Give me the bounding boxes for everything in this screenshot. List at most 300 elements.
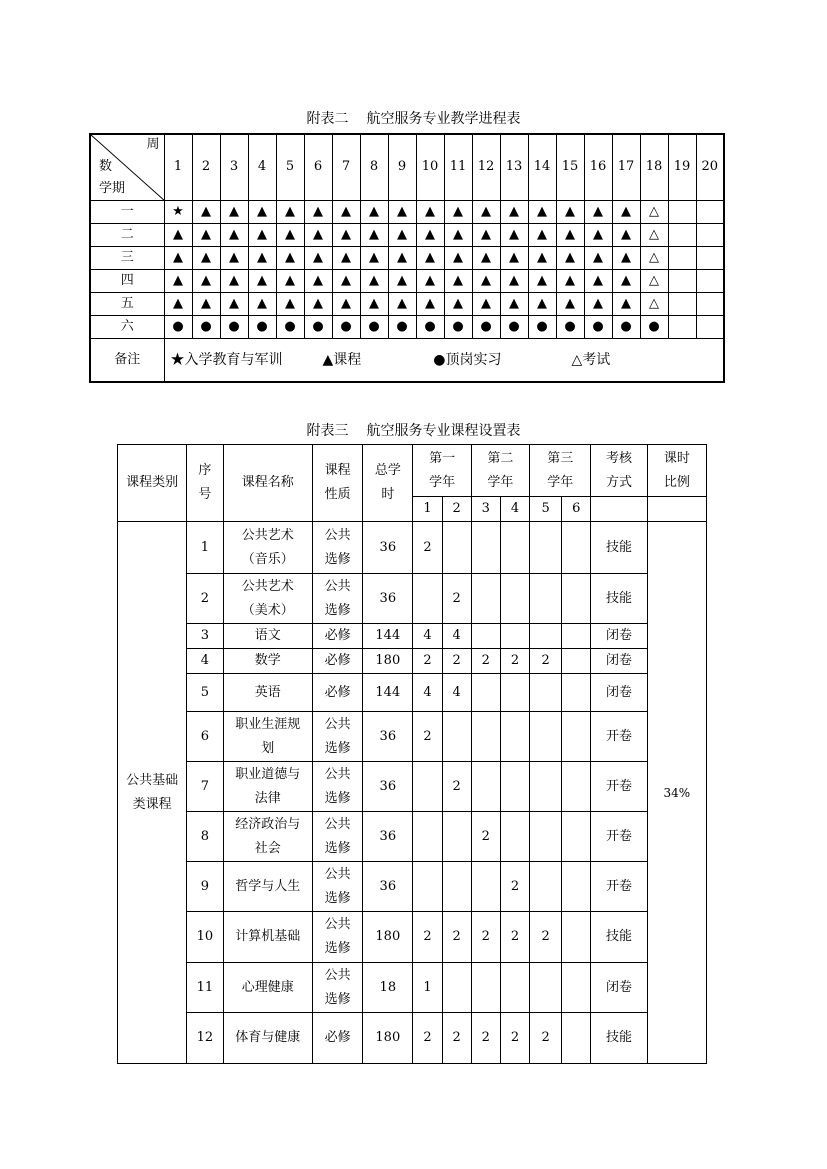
term-row bbox=[90, 200, 724, 223]
table3-caption-label: 附表三 bbox=[306, 423, 349, 439]
course-nature bbox=[312, 912, 362, 963]
term-hours: 1 bbox=[413, 963, 442, 1013]
schedule-cell: ▲ bbox=[612, 246, 640, 269]
term-hours bbox=[530, 963, 562, 1013]
week-number: 2 bbox=[192, 134, 220, 200]
schedule-cell: ★ bbox=[164, 200, 192, 223]
course-nature-text: 公共选修 bbox=[324, 716, 351, 756]
course-row bbox=[118, 1013, 707, 1064]
schedule-cell: ▲ bbox=[164, 292, 192, 315]
header-course-nature-text: 课程性质 bbox=[324, 463, 351, 502]
schedule-cell: ▲ bbox=[220, 292, 248, 315]
week-number: 7 bbox=[332, 134, 360, 200]
term-hours: 2 bbox=[471, 912, 500, 963]
term-hours: 4 bbox=[413, 674, 442, 712]
schedule-cell: ● bbox=[220, 315, 248, 338]
term-hours bbox=[562, 712, 591, 762]
schedule-cell bbox=[696, 223, 724, 246]
course-nature bbox=[312, 812, 362, 862]
term-hours bbox=[530, 674, 562, 712]
week-number: 17 bbox=[612, 134, 640, 200]
week-number: 5 bbox=[276, 134, 304, 200]
term-hours: 4 bbox=[413, 624, 442, 649]
course-name bbox=[223, 963, 312, 1013]
term-hours bbox=[471, 762, 500, 812]
course-nature-text: 必修 bbox=[324, 684, 351, 700]
exam-method: 开卷 bbox=[591, 762, 647, 812]
schedule-cell: ▲ bbox=[332, 292, 360, 315]
term-hours bbox=[413, 862, 442, 912]
term-hours bbox=[471, 963, 500, 1013]
schedule-cell: ▲ bbox=[528, 223, 556, 246]
term-hours bbox=[530, 522, 562, 574]
course-name-text: 公共艺术（音乐） bbox=[241, 527, 294, 567]
course-nature bbox=[312, 1013, 362, 1064]
schedule-cell: ▲ bbox=[248, 246, 276, 269]
schedule-cell: ▲ bbox=[248, 292, 276, 315]
legend-cell bbox=[164, 338, 724, 382]
diagonal-header-cell bbox=[90, 134, 164, 200]
hours-ratio: 34% bbox=[647, 522, 706, 1064]
term-hours: 2 bbox=[413, 1013, 442, 1064]
term-label: 一 bbox=[90, 200, 164, 223]
course-row bbox=[118, 862, 707, 912]
legend bbox=[165, 339, 724, 381]
header-exam-method-text: 考核方式 bbox=[605, 450, 632, 490]
schedule-cell: ▲ bbox=[584, 292, 612, 315]
course-name bbox=[223, 574, 312, 624]
notes-row bbox=[90, 338, 724, 382]
exam-method: 闭卷 bbox=[591, 963, 647, 1013]
term-hours bbox=[562, 674, 591, 712]
schedule-cell: ▲ bbox=[472, 292, 500, 315]
schedule-cell bbox=[668, 269, 696, 292]
week-number: 20 bbox=[696, 134, 724, 200]
term-row bbox=[90, 246, 724, 269]
term-label: 五 bbox=[90, 292, 164, 315]
week-number: 13 bbox=[500, 134, 528, 200]
course-nature bbox=[312, 522, 362, 574]
schedule-cell bbox=[668, 315, 696, 338]
schedule-cell: ▲ bbox=[612, 200, 640, 223]
course-number: 3 bbox=[187, 624, 223, 649]
term-hours: 2 bbox=[500, 912, 529, 963]
term-hours bbox=[471, 522, 500, 574]
term-hours bbox=[500, 674, 529, 712]
schedule-cell bbox=[668, 223, 696, 246]
course-hours: 36 bbox=[363, 862, 413, 912]
course-name bbox=[223, 762, 312, 812]
term-hours: 2 bbox=[442, 912, 471, 963]
term-hours bbox=[413, 762, 442, 812]
header-empty-cell bbox=[647, 497, 706, 522]
schedule-cell: ▲ bbox=[528, 200, 556, 223]
schedule-cell: ▲ bbox=[220, 223, 248, 246]
schedule-cell: ▲ bbox=[416, 200, 444, 223]
schedule-cell: ▲ bbox=[500, 269, 528, 292]
header-exam-method bbox=[591, 445, 647, 497]
term-row bbox=[90, 223, 724, 246]
course-number: 1 bbox=[187, 522, 223, 574]
schedule-cell: ▲ bbox=[444, 292, 472, 315]
schedule-cell: ▲ bbox=[248, 269, 276, 292]
course-hours: 144 bbox=[363, 624, 413, 649]
schedule-cell: ● bbox=[500, 315, 528, 338]
header-course-name-text: 课程名称 bbox=[241, 475, 294, 490]
header-term: 4 bbox=[500, 497, 529, 522]
week-header-row bbox=[90, 134, 724, 200]
schedule-cell: ▲ bbox=[416, 223, 444, 246]
course-hours: 180 bbox=[363, 912, 413, 963]
header-term: 2 bbox=[442, 497, 471, 522]
term-hours bbox=[530, 862, 562, 912]
course-hours: 36 bbox=[363, 712, 413, 762]
course-name bbox=[223, 862, 312, 912]
course-number: 4 bbox=[187, 649, 223, 674]
schedule-cell: ▲ bbox=[444, 200, 472, 223]
course-number: 6 bbox=[187, 712, 223, 762]
schedule-cell: ▲ bbox=[164, 223, 192, 246]
legend-item: △考试 bbox=[571, 351, 611, 368]
exam-method: 技能 bbox=[591, 574, 647, 624]
schedule-cell: ▲ bbox=[500, 246, 528, 269]
term-hours bbox=[530, 624, 562, 649]
schedule-cell: ▲ bbox=[332, 269, 360, 292]
schedule-cell: ▲ bbox=[472, 223, 500, 246]
term-hours: 2 bbox=[530, 649, 562, 674]
header-hours-ratio bbox=[647, 445, 706, 497]
schedule-cell: ▲ bbox=[556, 269, 584, 292]
course-name-text: 公共艺术（美术） bbox=[241, 578, 294, 618]
week-number: 14 bbox=[528, 134, 556, 200]
course-name bbox=[223, 649, 312, 674]
term-hours bbox=[500, 812, 529, 862]
header-year-3-text: 第三学年 bbox=[547, 450, 574, 490]
schedule-cell: ▲ bbox=[304, 292, 332, 315]
term-hours bbox=[471, 624, 500, 649]
header-year-3 bbox=[530, 445, 591, 497]
table3-caption-title: 航空服务专业课程设置表 bbox=[366, 423, 521, 439]
header-category bbox=[118, 445, 187, 522]
schedule-cell: ● bbox=[556, 315, 584, 338]
course-number: 10 bbox=[187, 912, 223, 963]
week-number: 1 bbox=[164, 134, 192, 200]
schedule-cell: ▲ bbox=[556, 292, 584, 315]
schedule-cell: ▲ bbox=[444, 223, 472, 246]
term-hours: 2 bbox=[530, 912, 562, 963]
week-number: 4 bbox=[248, 134, 276, 200]
legend-item: ●顶岗实习 bbox=[433, 351, 502, 368]
term-hours bbox=[471, 574, 500, 624]
schedule-cell: ▲ bbox=[388, 292, 416, 315]
term-hours bbox=[530, 712, 562, 762]
term-hours bbox=[442, 522, 471, 574]
week-number: 19 bbox=[668, 134, 696, 200]
course-name-text: 职业道德与法律 bbox=[235, 766, 301, 806]
schedule-cell: ▲ bbox=[556, 223, 584, 246]
course-nature-text: 公共选修 bbox=[324, 967, 351, 1007]
term-hours bbox=[530, 762, 562, 812]
schedule-cell: ● bbox=[304, 315, 332, 338]
term-hours: 2 bbox=[530, 1013, 562, 1064]
schedule-cell: ● bbox=[332, 315, 360, 338]
exam-method: 开卷 bbox=[591, 712, 647, 762]
course-hours: 18 bbox=[363, 963, 413, 1013]
schedule-cell: ● bbox=[472, 315, 500, 338]
schedule-cell bbox=[668, 200, 696, 223]
term-hours bbox=[442, 963, 471, 1013]
schedule-cell: ▲ bbox=[472, 200, 500, 223]
course-row bbox=[118, 522, 707, 574]
schedule-cell: ▲ bbox=[388, 246, 416, 269]
course-nature bbox=[312, 762, 362, 812]
schedule-cell: ● bbox=[360, 315, 388, 338]
header-number bbox=[187, 445, 223, 522]
course-nature-text: 公共选修 bbox=[324, 527, 351, 567]
schedule-cell: ▲ bbox=[276, 246, 304, 269]
course-setup-table bbox=[117, 444, 707, 1064]
term-hours bbox=[562, 862, 591, 912]
course-name bbox=[223, 674, 312, 712]
schedule-cell: ▲ bbox=[500, 292, 528, 315]
course-name bbox=[223, 1013, 312, 1064]
schedule-cell: ▲ bbox=[360, 200, 388, 223]
term-hours: 4 bbox=[442, 674, 471, 712]
term-hours bbox=[562, 574, 591, 624]
course-number: 2 bbox=[187, 574, 223, 624]
schedule-cell: ▲ bbox=[360, 246, 388, 269]
exam-method: 技能 bbox=[591, 1013, 647, 1064]
week-number: 15 bbox=[556, 134, 584, 200]
exam-method: 闭卷 bbox=[591, 624, 647, 649]
course-name bbox=[223, 522, 312, 574]
schedule-cell: △ bbox=[640, 200, 668, 223]
course-nature-text: 必修 bbox=[324, 628, 351, 643]
header-course-name bbox=[223, 445, 312, 522]
header-hours-ratio-text: 课时比例 bbox=[663, 450, 690, 490]
schedule-cell: ▲ bbox=[192, 269, 220, 292]
course-nature bbox=[312, 649, 362, 674]
schedule-cell bbox=[696, 292, 724, 315]
schedule-cell: ● bbox=[416, 315, 444, 338]
schedule-cell: ▲ bbox=[360, 223, 388, 246]
schedule-cell: ● bbox=[444, 315, 472, 338]
schedule-cell: ▲ bbox=[500, 200, 528, 223]
schedule-cell: ▲ bbox=[556, 200, 584, 223]
term-hours bbox=[500, 574, 529, 624]
term-label: 二 bbox=[90, 223, 164, 246]
schedule-cell: ▲ bbox=[276, 223, 304, 246]
schedule-cell: △ bbox=[640, 246, 668, 269]
schedule-cell: ▲ bbox=[612, 269, 640, 292]
schedule-cell: ▲ bbox=[332, 246, 360, 269]
schedule-cell: ▲ bbox=[500, 223, 528, 246]
schedule-cell: ▲ bbox=[304, 246, 332, 269]
course-hours: 36 bbox=[363, 522, 413, 574]
course-category bbox=[118, 522, 187, 1064]
term-label: 三 bbox=[90, 246, 164, 269]
course-name-text: 哲学与人生 bbox=[235, 878, 301, 894]
term-hours bbox=[471, 674, 500, 712]
term-hours bbox=[500, 762, 529, 812]
course-name-text: 职业生涯规划 bbox=[235, 716, 301, 756]
term-hours: 2 bbox=[413, 522, 442, 574]
term-hours bbox=[562, 1013, 591, 1064]
course-nature-text: 公共选修 bbox=[324, 766, 351, 806]
term-hours bbox=[562, 624, 591, 649]
course-name-text: 语文 bbox=[254, 628, 281, 643]
course-name bbox=[223, 624, 312, 649]
schedule-cell: ▲ bbox=[304, 269, 332, 292]
schedule-cell: ▲ bbox=[192, 200, 220, 223]
term-hours bbox=[562, 812, 591, 862]
schedule-cell bbox=[696, 246, 724, 269]
schedule-cell: ▲ bbox=[248, 200, 276, 223]
schedule-cell: ▲ bbox=[220, 246, 248, 269]
legend-item: ▲课程 bbox=[322, 351, 362, 368]
schedule-cell: ▲ bbox=[584, 223, 612, 246]
term-hours: 2 bbox=[471, 812, 500, 862]
course-row bbox=[118, 912, 707, 963]
schedule-cell: ▲ bbox=[444, 269, 472, 292]
course-name bbox=[223, 712, 312, 762]
header-empty-cell bbox=[591, 497, 647, 522]
term-hours: 2 bbox=[413, 649, 442, 674]
schedule-cell: ▲ bbox=[416, 269, 444, 292]
schedule-cell: ▲ bbox=[556, 246, 584, 269]
schedule-cell: ▲ bbox=[444, 246, 472, 269]
term-hours bbox=[530, 812, 562, 862]
term-hours bbox=[562, 522, 591, 574]
schedule-cell: ▲ bbox=[612, 223, 640, 246]
term-hours: 2 bbox=[442, 1013, 471, 1064]
header-total-hours bbox=[363, 445, 413, 522]
week-number: 10 bbox=[416, 134, 444, 200]
header-term: 6 bbox=[562, 497, 591, 522]
header-course-nature bbox=[312, 445, 362, 522]
term-hours bbox=[471, 712, 500, 762]
schedule-cell bbox=[668, 292, 696, 315]
notes-label: 备注 bbox=[90, 338, 164, 382]
course-nature bbox=[312, 712, 362, 762]
schedule-cell: ● bbox=[528, 315, 556, 338]
course-name-text: 数学 bbox=[254, 653, 281, 668]
schedule-cell: ● bbox=[248, 315, 276, 338]
table2-caption bbox=[0, 109, 827, 129]
week-corner-label: 周 bbox=[146, 137, 160, 152]
term-label: 四 bbox=[90, 269, 164, 292]
term-hours bbox=[562, 963, 591, 1013]
term-label: 六 bbox=[90, 315, 164, 338]
schedule-cell: ● bbox=[584, 315, 612, 338]
course-nature-text: 公共选修 bbox=[324, 816, 351, 856]
table2-caption-label: 附表二 bbox=[306, 111, 349, 127]
schedule-cell: ▲ bbox=[164, 246, 192, 269]
term-hours: 2 bbox=[442, 649, 471, 674]
schedule-cell: ▲ bbox=[248, 223, 276, 246]
schedule-cell: ▲ bbox=[584, 246, 612, 269]
schedule-cell: ▲ bbox=[388, 223, 416, 246]
schedule-cell: ▲ bbox=[416, 246, 444, 269]
course-number: 9 bbox=[187, 862, 223, 912]
schedule-cell bbox=[696, 315, 724, 338]
week-number: 11 bbox=[444, 134, 472, 200]
schedule-cell: ● bbox=[640, 315, 668, 338]
course-hours: 144 bbox=[363, 674, 413, 712]
course-nature-text: 公共选修 bbox=[324, 578, 351, 618]
schedule-cell: ▲ bbox=[472, 246, 500, 269]
schedule-cell: ▲ bbox=[528, 246, 556, 269]
term-hours: 2 bbox=[442, 762, 471, 812]
term-hours bbox=[500, 963, 529, 1013]
course-row bbox=[118, 762, 707, 812]
table2-caption-title: 航空服务专业教学进程表 bbox=[366, 111, 521, 127]
course-row bbox=[118, 963, 707, 1013]
schedule-cell: ▲ bbox=[388, 269, 416, 292]
schedule-cell: ▲ bbox=[332, 200, 360, 223]
course-row bbox=[118, 674, 707, 712]
week-number: 16 bbox=[584, 134, 612, 200]
course-name-text: 体育与健康 bbox=[235, 1030, 301, 1045]
course-row bbox=[118, 712, 707, 762]
course-number: 11 bbox=[187, 963, 223, 1013]
week-number: 8 bbox=[360, 134, 388, 200]
course-nature-text: 必修 bbox=[324, 1030, 351, 1045]
course-name-text: 英语 bbox=[254, 684, 281, 700]
schedule-cell: ● bbox=[164, 315, 192, 338]
term-hours bbox=[471, 862, 500, 912]
schedule-cell: ● bbox=[388, 315, 416, 338]
table3-caption bbox=[0, 421, 827, 441]
course-number: 5 bbox=[187, 674, 223, 712]
term-hours: 2 bbox=[413, 712, 442, 762]
schedule-cell bbox=[696, 200, 724, 223]
number-corner-label: 数 bbox=[99, 159, 113, 174]
schedule-cell: ● bbox=[612, 315, 640, 338]
header-category-text: 课程类别 bbox=[126, 475, 179, 490]
week-number: 6 bbox=[304, 134, 332, 200]
teaching-schedule-table bbox=[89, 133, 725, 383]
header-year-1-text: 第一学年 bbox=[429, 450, 456, 490]
schedule-cell: ▲ bbox=[192, 292, 220, 315]
schedule-cell bbox=[696, 269, 724, 292]
term-hours bbox=[562, 912, 591, 963]
course-number: 12 bbox=[187, 1013, 223, 1064]
course-nature-text: 公共选修 bbox=[324, 866, 351, 906]
schedule-cell: ▲ bbox=[528, 292, 556, 315]
schedule-cell: △ bbox=[640, 269, 668, 292]
course-number: 8 bbox=[187, 812, 223, 862]
course-hours: 180 bbox=[363, 649, 413, 674]
term-hours: 4 bbox=[442, 624, 471, 649]
exam-method: 开卷 bbox=[591, 862, 647, 912]
course-name bbox=[223, 812, 312, 862]
course-nature bbox=[312, 862, 362, 912]
schedule-cell: ▲ bbox=[220, 200, 248, 223]
schedule-cell: ▲ bbox=[192, 223, 220, 246]
term-hours bbox=[562, 649, 591, 674]
course-nature bbox=[312, 574, 362, 624]
term-hours: 2 bbox=[500, 649, 529, 674]
header-row-1 bbox=[118, 445, 707, 497]
course-hours: 36 bbox=[363, 762, 413, 812]
schedule-cell: ▲ bbox=[192, 246, 220, 269]
schedule-cell: ▲ bbox=[276, 200, 304, 223]
term-hours bbox=[442, 812, 471, 862]
term-hours bbox=[500, 522, 529, 574]
term-hours bbox=[530, 574, 562, 624]
course-number: 7 bbox=[187, 762, 223, 812]
